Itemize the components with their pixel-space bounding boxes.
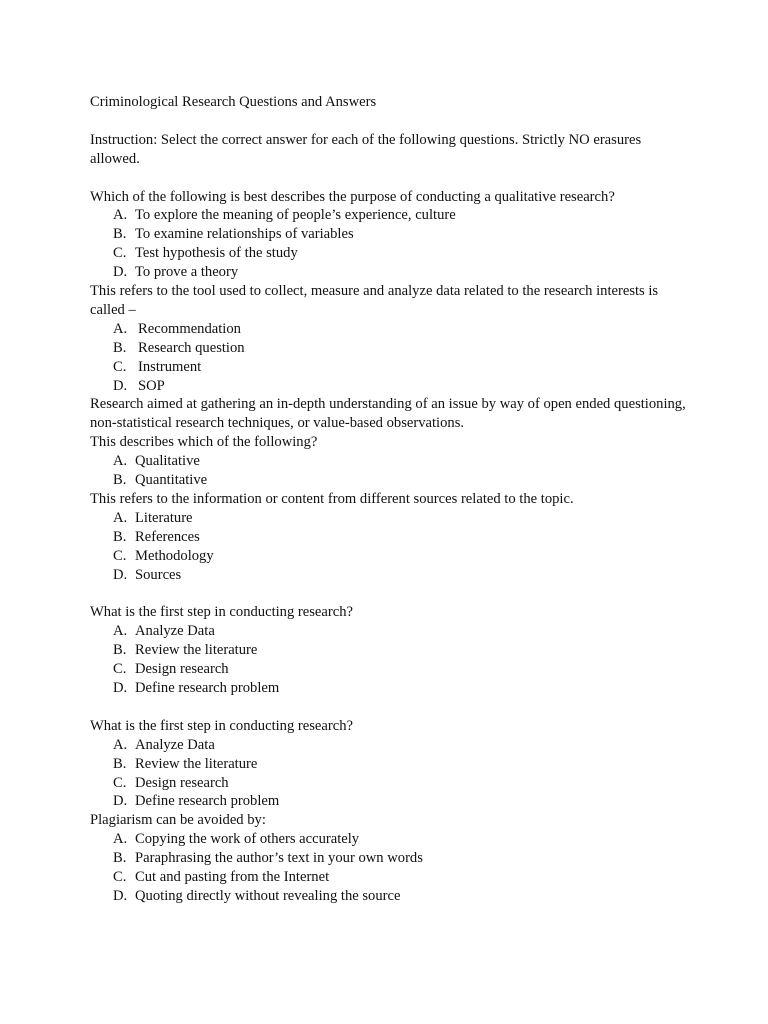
answer-option xyxy=(90,622,690,641)
option-letter: D. xyxy=(113,680,128,697)
option-text: Design research xyxy=(135,774,229,791)
option-letter: D. xyxy=(113,566,128,583)
answer-option xyxy=(90,225,690,244)
option-letter: A. xyxy=(113,831,128,848)
option-letter: B. xyxy=(113,472,127,489)
option-text: Define research problem xyxy=(135,680,280,697)
option-text: Quoting directly without revealing the source xyxy=(135,888,401,904)
question-text: This refers to the tool used to collect, measure and analyze data related to the research interests is called – xyxy=(90,283,659,318)
answer-option xyxy=(90,263,690,282)
spacer xyxy=(90,585,690,604)
option-letter: B. xyxy=(113,226,127,243)
question-text: What is the first step in conducting research? xyxy=(90,604,354,621)
option-text: Design research xyxy=(135,661,229,678)
option-letter: B. xyxy=(113,642,127,659)
question-block xyxy=(90,282,690,395)
option-text: Literature xyxy=(135,509,193,526)
answer-option xyxy=(90,320,690,339)
option-letter: A. xyxy=(113,736,128,753)
question-text-continued: This describes which of the following? xyxy=(90,434,318,451)
option-letter: C. xyxy=(113,358,127,375)
option-letter: D. xyxy=(113,888,128,904)
answer-option xyxy=(90,509,690,528)
option-letter: C. xyxy=(113,245,127,262)
option-letter: B. xyxy=(113,339,127,356)
option-text: Analyze Data xyxy=(135,736,215,753)
answer-option xyxy=(90,471,690,490)
option-letter: C. xyxy=(113,869,127,886)
question-block xyxy=(90,490,690,585)
answer-option xyxy=(90,736,690,755)
option-text: References xyxy=(135,528,200,545)
option-text: Qualitative xyxy=(135,453,200,470)
option-text: Analyze Data xyxy=(135,623,215,640)
question-block xyxy=(90,188,690,283)
option-letter: B. xyxy=(113,528,127,545)
option-text: Review the literature xyxy=(135,642,258,659)
option-letter: A. xyxy=(113,453,128,470)
option-text: To prove a theory xyxy=(135,264,239,281)
question-block xyxy=(90,395,690,490)
option-letter: B. xyxy=(113,755,127,772)
option-text: Copying the work of others accurately xyxy=(135,831,360,848)
option-letter: A. xyxy=(113,509,128,526)
answer-option xyxy=(90,358,690,377)
document-title: Criminological Research Questions and Answers xyxy=(90,94,377,110)
answer-option xyxy=(90,755,690,774)
answer-option xyxy=(90,528,690,547)
answer-option xyxy=(90,868,690,887)
question-text: Which of the following is best describes the purpose of conducting a qualitative research? xyxy=(90,188,615,205)
option-text: To explore the meaning of people’s experience, culture xyxy=(135,207,456,224)
option-text: Review the literature xyxy=(135,755,258,772)
document-page xyxy=(90,93,690,906)
option-text: Paraphrasing the author’s text in your own words xyxy=(135,850,423,867)
answer-option xyxy=(90,452,690,471)
question-text: This refers to the information or content from different sources related to the topic. xyxy=(90,491,574,507)
option-letter: C. xyxy=(113,661,127,678)
option-letter: A. xyxy=(113,207,128,224)
answer-option xyxy=(90,887,690,906)
option-text: Methodology xyxy=(135,547,214,564)
question-text: What is the first step in conducting research? xyxy=(90,717,354,734)
answer-option xyxy=(90,830,690,849)
answer-option xyxy=(90,660,690,679)
spacer xyxy=(90,169,690,188)
option-text: Quantitative xyxy=(135,472,208,489)
question-block xyxy=(90,603,690,698)
option-text: To examine relationships of variables xyxy=(135,226,354,243)
option-text: Cut and pasting from the Internet xyxy=(135,869,330,886)
answer-option xyxy=(90,244,690,263)
option-text: Instrument xyxy=(138,358,202,375)
answer-option xyxy=(90,566,690,585)
option-text: Research question xyxy=(138,339,245,356)
answer-option xyxy=(90,774,690,793)
option-letter: D. xyxy=(113,377,128,394)
spacer xyxy=(90,112,690,131)
question-text: Plagiarism can be avoided by: xyxy=(90,812,266,829)
option-letter: B. xyxy=(113,850,127,867)
option-text: SOP xyxy=(138,377,165,394)
option-text: Test hypothesis of the study xyxy=(135,245,298,262)
option-letter: A. xyxy=(113,623,128,640)
answer-option xyxy=(90,792,690,811)
question-block xyxy=(90,717,690,812)
option-letter: C. xyxy=(113,774,127,791)
option-letter: C. xyxy=(113,547,127,564)
answer-option xyxy=(90,641,690,660)
instruction-text: Instruction: Select the correct answer for each of the following questions. Strictly NO erasures allowed. xyxy=(90,131,642,167)
answer-option xyxy=(90,849,690,868)
option-letter: A. xyxy=(113,320,128,337)
spacer xyxy=(90,698,690,717)
question-block xyxy=(90,811,690,906)
option-text: Sources xyxy=(135,566,182,583)
option-text: Define research problem xyxy=(135,793,280,810)
question-text: Research aimed at gathering an in-depth understanding of an issue by way of open ended questioning, non-statistical research techniques, or value-based observations. xyxy=(90,396,686,432)
option-letter: D. xyxy=(113,793,128,810)
answer-option xyxy=(90,206,690,225)
answer-option xyxy=(90,679,690,698)
answer-option xyxy=(90,377,690,396)
answer-option xyxy=(90,547,690,566)
option-letter: D. xyxy=(113,264,128,281)
option-text: Recommendation xyxy=(138,320,241,337)
answer-option xyxy=(90,339,690,358)
